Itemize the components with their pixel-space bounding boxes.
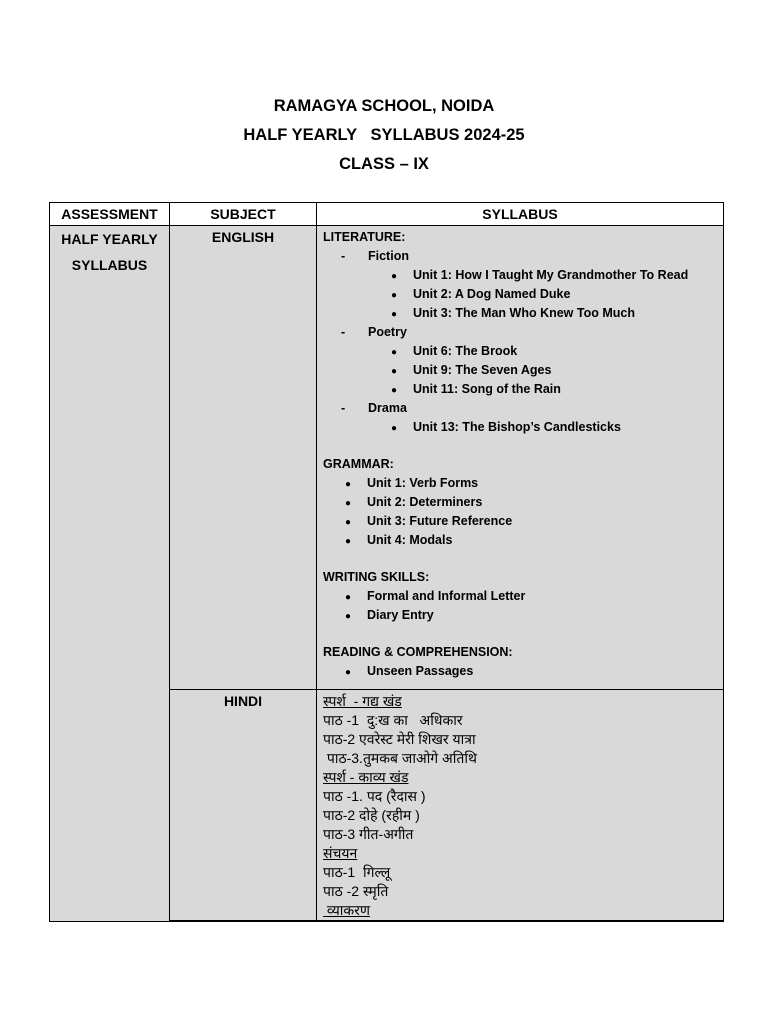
column-header-subject: SUBJECT: [170, 203, 317, 226]
bullet-icon: ●: [345, 536, 352, 547]
hindi-line: पाठ-2 दोहे (रहीम ): [323, 807, 420, 823]
bullet-icon: ●: [345, 667, 352, 678]
class-label: CLASS – IX: [339, 155, 429, 173]
poetry-label: - Poetry: [341, 325, 407, 339]
reading-heading: READING & COMPREHENSION:: [323, 645, 513, 659]
bullet-icon: ●: [345, 517, 352, 528]
list-item: ● Unit 11: Song of the Rain: [323, 380, 723, 399]
hindi-line: पाठ-2 एवरेस्ट मेरी शिखर यात्रा: [323, 731, 476, 747]
bullet-icon: ●: [345, 498, 352, 509]
drama-label: - Drama: [341, 401, 407, 415]
syllabus-cell-hindi: [317, 690, 724, 922]
list-item: ● Unit 3: The Man Who Knew Too Much: [323, 304, 723, 323]
school-name: RAMAGYA SCHOOL, NOIDA: [273, 97, 495, 115]
bullet-icon: ●: [345, 592, 352, 603]
bullet-icon: ●: [391, 347, 398, 358]
hindi-line: पाठ -2 स्मृति: [323, 883, 389, 899]
bullet-icon: ●: [391, 290, 398, 301]
assessment-cell: [50, 226, 170, 922]
list-item: ● Unit 13: The Bishop’s Candlesticks: [323, 418, 723, 437]
list-item: ● Diary Entry: [323, 606, 723, 625]
assessment-line-2: SYLLABUS: [71, 257, 148, 273]
hindi-line: स्पर्श - काव्य खंड: [323, 769, 409, 785]
list-item: ● Unit 1: Verb Forms: [323, 474, 723, 493]
list-item: ● Unit 2: Determiners: [323, 493, 723, 512]
syllabus-cell-english: [317, 226, 724, 690]
hindi-line: पाठ -1 दु:ख का अधिकार: [323, 712, 463, 728]
subject-cell-hindi: HINDI: [170, 690, 317, 922]
table-header-row: [50, 203, 724, 226]
hindi-line: पाठ-3.तुमकब जाओगे अतिथि: [323, 750, 477, 766]
writing-heading: WRITING SKILLS:: [323, 570, 430, 584]
bullet-icon: ●: [391, 385, 398, 396]
list-item: ● Unit 6: The Brook: [323, 342, 723, 361]
list-item: ● Unit 2: A Dog Named Duke: [323, 285, 723, 304]
literature-heading: LITERATURE:: [323, 230, 406, 244]
list-item: ● Unit 3: Future Reference: [323, 512, 723, 531]
hindi-line: पाठ -1. पद (रैदास ): [323, 788, 426, 804]
bullet-icon: ●: [345, 479, 352, 490]
list-item: ● Unit 1: How I Taught My Grandmother To Read: [323, 266, 723, 285]
bullet-icon: ●: [391, 366, 398, 377]
hindi-line: संचयन: [323, 845, 358, 861]
assessment-line-1: HALF YEARLY: [61, 231, 158, 247]
hindi-line: पाठ-3 गीत-अगीत: [323, 826, 414, 842]
bullet-icon: ●: [391, 423, 398, 434]
subject-cell-english: ENGLISH: [170, 226, 317, 690]
document-header: [0, 94, 768, 181]
hindi-line: स्पर्श - गद्य खंड: [323, 693, 402, 709]
bullet-icon: ●: [391, 309, 398, 320]
document-title: HALF YEARLY SYLLABUS 2024-25: [243, 126, 525, 144]
hindi-line: व्याकरण: [323, 902, 371, 918]
list-item: ● Unit 9: The Seven Ages: [323, 361, 723, 380]
english-row: [50, 226, 724, 690]
grammar-heading: GRAMMAR:: [323, 457, 394, 471]
syllabus-table: [49, 202, 724, 922]
list-item: ● Formal and Informal Letter: [323, 587, 723, 606]
hindi-line: पाठ-1 गिल्लू: [323, 864, 391, 880]
column-header-assessment: ASSESSMENT: [50, 203, 170, 226]
bullet-icon: ●: [345, 611, 352, 622]
list-item: ● Unseen Passages: [323, 662, 723, 681]
column-header-syllabus: SYLLABUS: [317, 203, 724, 226]
fiction-label: - Fiction: [341, 249, 409, 263]
bullet-icon: ●: [391, 271, 398, 282]
list-item: ● Unit 4: Modals: [323, 531, 723, 550]
